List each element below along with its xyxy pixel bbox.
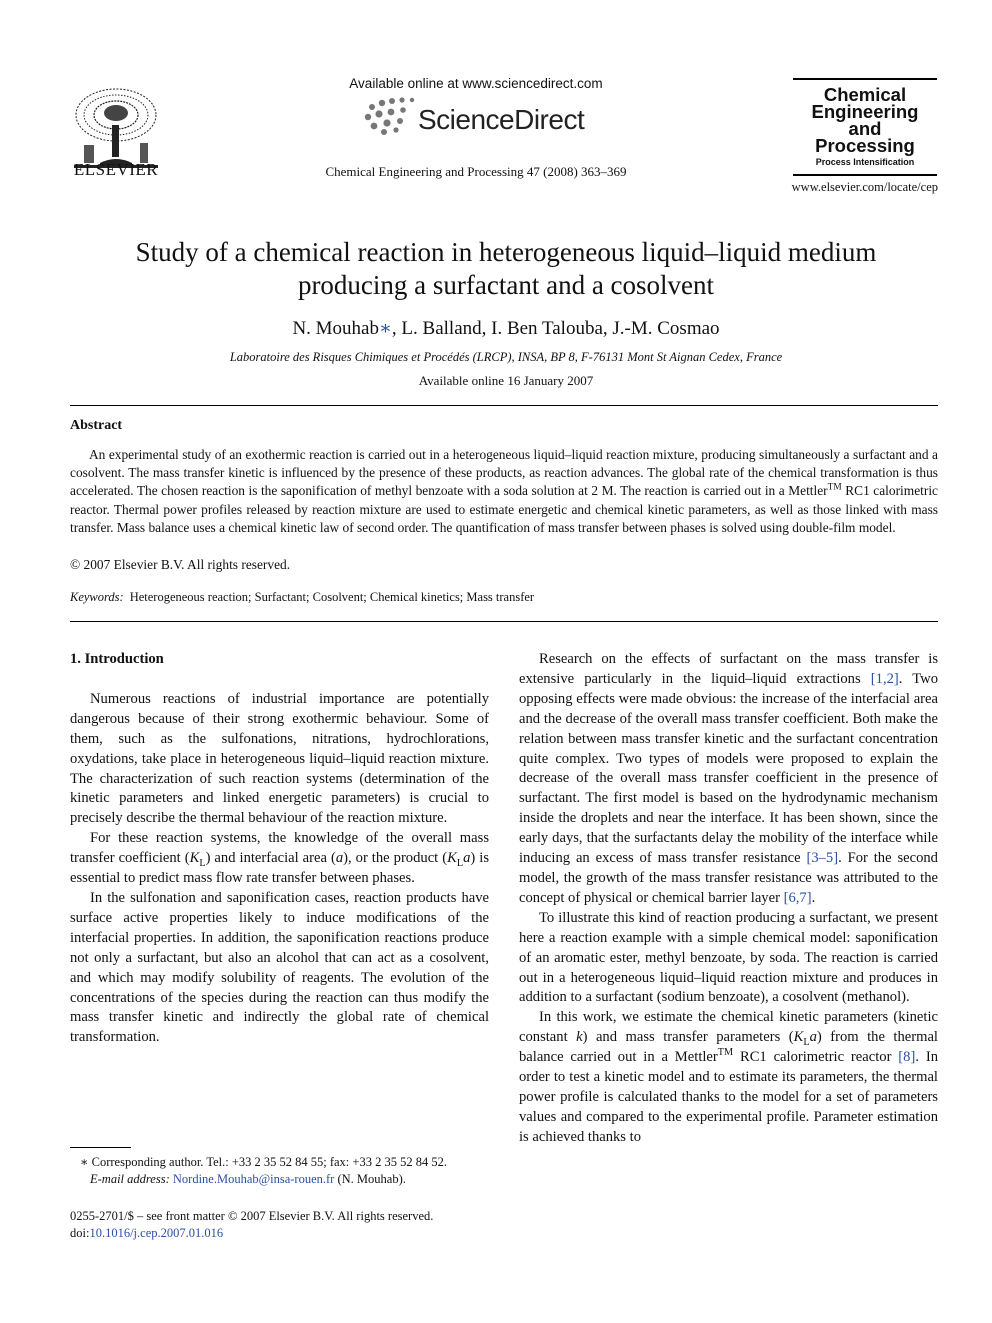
issn-footer xyxy=(70,1208,489,1241)
citation-link[interactable]: [3–5] xyxy=(806,850,839,867)
footnote-corresponding: Corresponding author. Tel.: +33 2 35 52 84 55; fax: +33 2 35 52 84 52. xyxy=(88,1155,447,1169)
sciencedirect-wordmark: ScienceDirect xyxy=(418,104,585,135)
journal-logo-title xyxy=(795,86,935,154)
paragraph: Numerous reactions of industrial importance are potentially dangerous because of their strong exothermic behaviour. Some of them, such as the sulfonations, nitrations, hydrochlorations, oxydations, take place in heterogeneous liquid–liquid reaction mixture. The characterization of such reaction systems (determination of the kinetic parameters and linked energetic parameters) is crucial to precisely describe the thermal behaviour of the reaction mixture. xyxy=(70,690,489,827)
journal-url[interactable]: www.elsevier.com/locate/cep xyxy=(791,180,938,194)
affiliation: Laboratoire des Risques Chimiques et Procédés (LRCP), INSA, BP 8, F-76131 Mont St Aignan Cedex, France xyxy=(229,350,783,364)
journal-logo-subtitle: Process Intensification xyxy=(815,157,915,167)
abstract-text xyxy=(70,446,938,537)
footnote-divider xyxy=(70,1147,131,1148)
email-owner: (N. Mouhab). xyxy=(334,1171,406,1186)
publisher-name: ELSEVIER xyxy=(73,160,159,179)
citation-link[interactable]: [8] xyxy=(898,1049,916,1066)
body-column-left xyxy=(70,650,489,1048)
keywords xyxy=(70,590,534,605)
paragraph: For these reaction systems, the knowledge of the overall mass transfer coefficient $(K_L)$ and interfacial area (a), or the product $(K_La)$ is essential to predict mass flow rate transfer between phases. xyxy=(70,830,489,887)
paragraph: Research on the effects of surfactant on the mass transfer is extensive particularly in the liquid–liquid extractions [1,2]. Two opposing effects were made obvious: the increase of the interfacial area and the decrease of the overall mass transfer coefficient. Both make the relation between mass transfer kinetic and the surfactant concentration quite complex. Two types of models were proposed to explain the decrease of the overall mass transfer coefficient in the presence of surfactant. The first model is based on the hydrodynamic mechanism inside the droplets and near the interface. It has been shown, since the early days, that the surfactants delay the mobility of the interface while inducing an excess of mass transfer resistance [3–5]. For the second model, the growth of the mass transfer resistance was attributed to the concept of physical or chemical barrier layer [6,7]. xyxy=(519,651,938,906)
author-list xyxy=(60,317,952,340)
abstract-copyright: © 2007 Elsevier B.V. All rights reserved. xyxy=(70,557,291,572)
available-date: Available online 16 January 2007 xyxy=(418,373,594,388)
journal-logo-line: Chemical xyxy=(823,84,907,105)
corresponding-author-link[interactable]: ∗ xyxy=(379,318,392,339)
author-name: N. Mouhab xyxy=(292,318,379,339)
trademark-mark: TM xyxy=(827,482,842,493)
issn-line: 0255-2701/$ – see front matter © 2007 Elsevier B.V. All rights reserved. xyxy=(70,1209,434,1223)
paper-title xyxy=(60,236,952,302)
author-names: , L. Balland, I. Ben Talouba, J.-M. Cosmao xyxy=(391,318,720,339)
journal-reference: Chemical Engineering and Processing 47 (2008) 363–369 xyxy=(325,164,627,179)
body-column-right xyxy=(519,650,938,1148)
email-link[interactable]: Nordine.Mouhab@insa-rouen.fr xyxy=(172,1171,335,1186)
title-line: Study of a chemical reaction in heterogeneous liquid–liquid medium xyxy=(135,237,877,267)
citation-link[interactable]: [1,2] xyxy=(870,670,899,687)
journal-logo-line: Engineering xyxy=(811,101,919,122)
paragraph: In this work, we estimate the chemical kinetic parameters (kinetic constant k) and mass transfer parameters $(K_La)$ from the thermal balance carried out in a Mettler™ RC1 calorimetric reactor [8]. In order to test a kinetic model and to estimate its parameters, the thermal power profile is calculated thanks to the model for a set of parameters values and compared to the experimental profile. Parameter estimation is achieved thanks to xyxy=(519,1009,938,1145)
doi-link[interactable]: 10.1016/j.cep.2007.01.016 xyxy=(89,1225,224,1240)
divider xyxy=(70,405,938,406)
footnote-marker: ∗ xyxy=(80,1155,89,1169)
paragraph: To illustrate this kind of reaction producing a surfactant, we present here a reaction example with a simple chemical model: saponification of an aromatic ester, methyl benzoate, by soda. The reaction is carried out in a heterogeneous liquid–liquid reaction mixture and produces in addition to a surfactant (sodium benzoate), a cosolvent (methanol). xyxy=(519,909,938,1006)
journal-logo-line: and xyxy=(848,118,882,139)
journal-logo-line: Processing xyxy=(815,135,915,156)
abstract-text-part: RC1 calorimetric reactor. Thermal power profiles released by reaction mixture are used to estimate energetic and chemical kinetic parameters, as well as those linked with mass transfer. Mass balance uses a chemical kinetic law of second order. The quantification of mass transfer between phases is solved using double-film model. xyxy=(70,483,938,535)
abstract-heading: Abstract xyxy=(70,418,123,433)
title-line: producing a surfactant and a cosolvent xyxy=(297,270,715,300)
footnote xyxy=(70,1154,489,1187)
keywords-list: Heterogeneous reaction; Surfactant; Cosolvent; Chemical kinetics; Mass transfer xyxy=(129,590,535,604)
available-online-text: Available online at www.sciencedirect.com xyxy=(349,76,603,91)
doi-label: doi: xyxy=(70,1225,90,1240)
section-heading: 1. Introduction xyxy=(70,651,164,667)
citation-link[interactable]: [6,7] xyxy=(783,889,812,906)
abstract-text-part: An experimental study of an exothermic reaction is carried out in a heterogeneous liquid–liquid reaction mixture, producing simultaneously a surfactant and a cosolvent. The mass transfer kinetic is influenced by the presence of these products, as reaction advances. The global rate of the chemical transformation is thus accelerated. The chosen reaction is the saponification of methyl benzoate with a soda solution at 2 M. The reaction is carried out in a Mettler xyxy=(70,447,938,499)
divider xyxy=(70,621,938,622)
keywords-label: Keywords: xyxy=(70,590,124,604)
paragraph: In the sulfonation and saponification cases, reaction products have surface active properties likely to induce modifications of the interfacial properties. In addition, the saponification reactions produce not only a surfactant, but also an alcohol that can act as a cosolvent, and which may modify solubility of reagents. The evolution of the concentrations of the species during the reaction can thus modify the mass transfer kinetic and indirectly the global rate of chemical transformation. xyxy=(70,889,489,1046)
email-label: E-mail address: xyxy=(90,1171,170,1186)
